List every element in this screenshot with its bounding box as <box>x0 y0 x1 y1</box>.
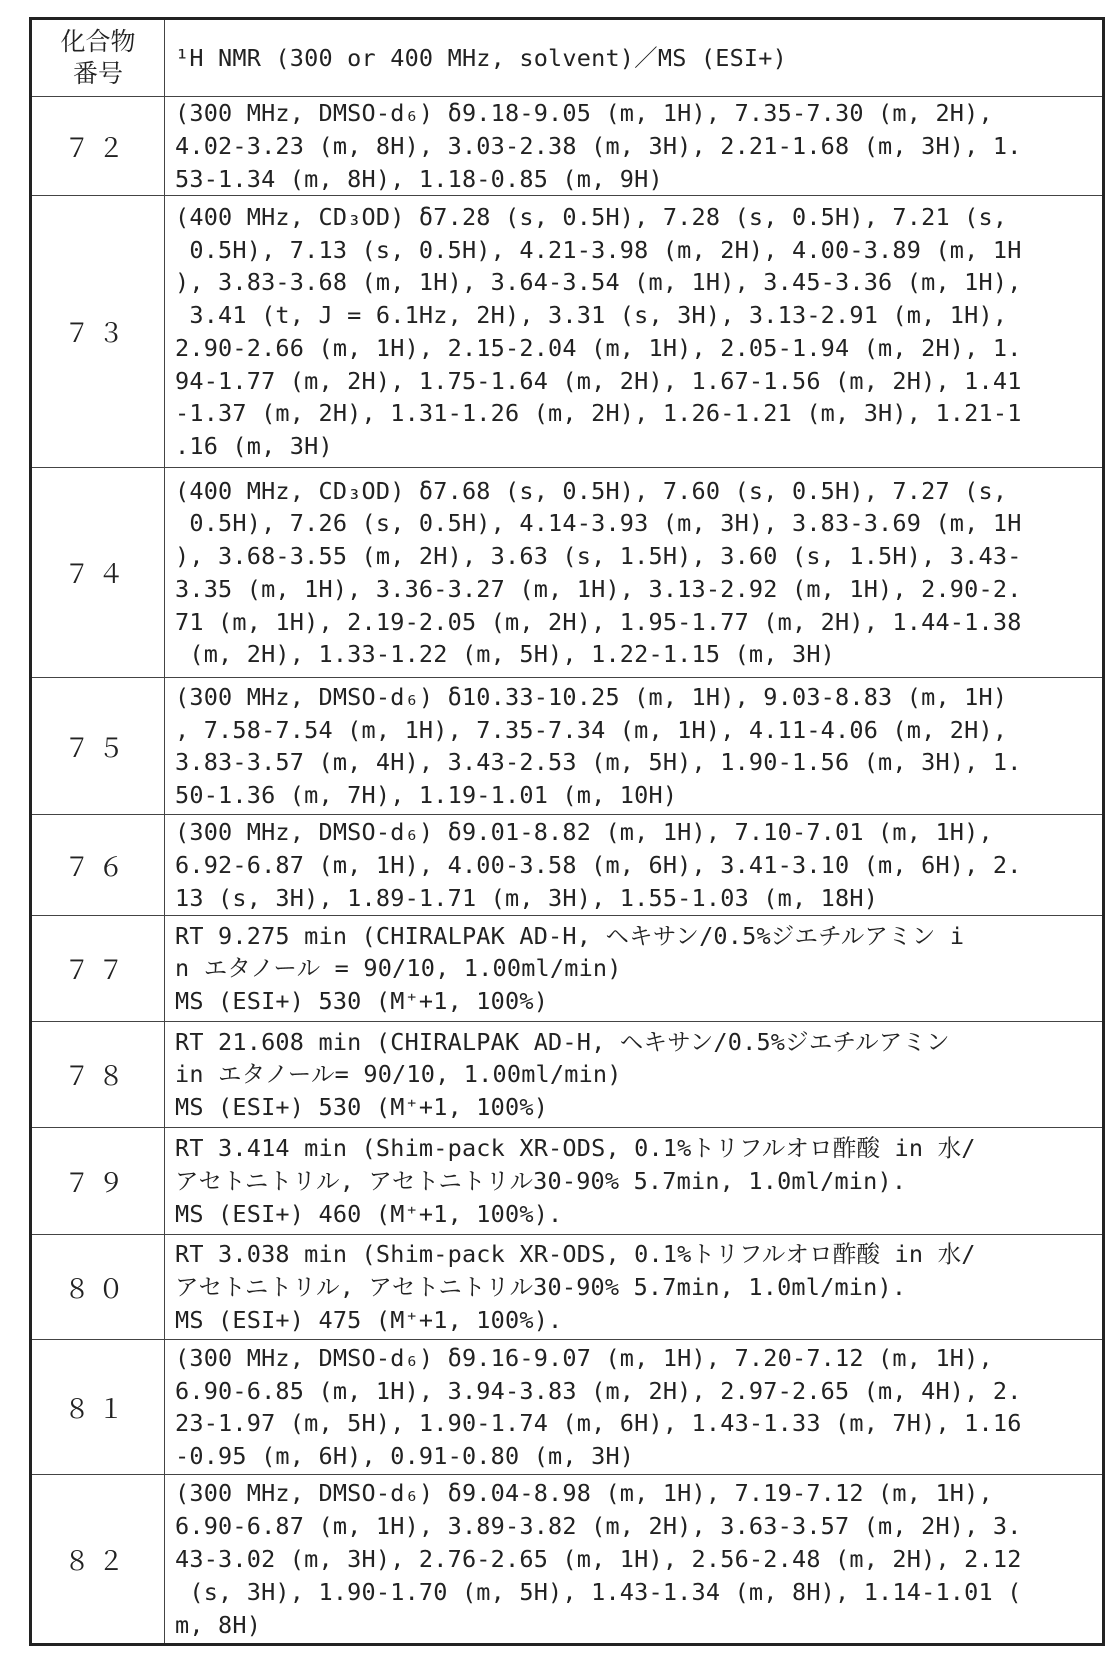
compound-number: ７６ <box>31 815 165 916</box>
data-line: ), 3.68-3.55 (m, 2H), 3.63 (s, 1.5H), 3.60 (s, 1.5H), 3.43- <box>175 540 1098 573</box>
compound-number: ７２ <box>31 97 165 196</box>
compound-number: ８０ <box>31 1235 165 1340</box>
data-line: (300 MHz, DMSO-d₆) δ9.16-9.07 (m, 1H), 7.20-7.12 (m, 1H), <box>175 1342 1098 1375</box>
table-row <box>31 916 1104 1022</box>
table-row <box>31 1475 1104 1645</box>
data-line: 50-1.36 (m, 7H), 1.19-1.01 (m, 10H) <box>175 779 1098 812</box>
data-line: 71 (m, 1H), 2.19-2.05 (m, 2H), 1.95-1.77 (m, 2H), 1.44-1.38 <box>175 606 1098 639</box>
data-line: ), 3.83-3.68 (m, 1H), 3.64-3.54 (m, 1H), 3.45-3.36 (m, 1H), <box>175 266 1098 299</box>
data-line: , 7.58-7.54 (m, 1H), 7.35-7.34 (m, 1H), 4.11-4.06 (m, 2H), <box>175 714 1098 747</box>
compound-number: ８１ <box>31 1340 165 1475</box>
table-row <box>31 97 1104 196</box>
data-line: 3.35 (m, 1H), 3.36-3.27 (m, 1H), 3.13-2.92 (m, 1H), 2.90-2. <box>175 573 1098 606</box>
data-line: (s, 3H), 1.90-1.70 (m, 5H), 1.43-1.34 (m, 8H), 1.14-1.01 ( <box>175 1576 1098 1609</box>
compound-number-header <box>31 19 165 97</box>
table-row <box>31 678 1104 815</box>
table-row <box>31 1235 1104 1340</box>
data-line: 23-1.97 (m, 5H), 1.90-1.74 (m, 6H), 1.43-1.33 (m, 7H), 1.16 <box>175 1407 1098 1440</box>
data-line: 43-3.02 (m, 3H), 2.76-2.65 (m, 1H), 2.56-2.48 (m, 2H), 2.12 <box>175 1543 1098 1576</box>
data-line: 4.02-3.23 (m, 8H), 3.03-2.38 (m, 3H), 2.21-1.68 (m, 3H), 1. <box>175 130 1098 163</box>
header-line: 番号 <box>32 58 164 90</box>
table-row <box>31 1340 1104 1475</box>
nmr-ms-data <box>165 468 1104 678</box>
table-row <box>31 468 1104 678</box>
nmr-ms-data <box>165 1340 1104 1475</box>
data-line: (m, 2H), 1.33-1.22 (m, 5H), 1.22-1.15 (m, 3H) <box>175 638 1098 671</box>
compound-number: ８２ <box>31 1475 165 1645</box>
data-line: -1.37 (m, 2H), 1.31-1.26 (m, 2H), 1.26-1.21 (m, 3H), 1.21-1 <box>175 397 1098 430</box>
data-line: 6.92-6.87 (m, 1H), 4.00-3.58 (m, 6H), 3.41-3.10 (m, 6H), 2. <box>175 849 1098 882</box>
data-line: 2.90-2.66 (m, 1H), 2.15-2.04 (m, 1H), 2.05-1.94 (m, 2H), 1. <box>175 332 1098 365</box>
data-line: MS (ESI+) 460 (M⁺+1, 100%). <box>175 1198 1098 1231</box>
compound-number: ７５ <box>31 678 165 815</box>
data-line: -0.95 (m, 6H), 0.91-0.80 (m, 3H) <box>175 1440 1098 1473</box>
nmr-ms-data <box>165 1475 1104 1645</box>
nmr-data-table <box>29 17 1105 1646</box>
data-line: RT 3.038 min (Shim-pack XR-ODS, 0.1%トリフルオロ酢酸 in 水/ <box>175 1238 1098 1271</box>
data-line: 53-1.34 (m, 8H), 1.18-0.85 (m, 9H) <box>175 163 1098 196</box>
nmr-ms-data <box>165 1235 1104 1340</box>
data-line: RT 9.275 min (CHIRALPAK AD-H, ヘキサン/0.5%ジエチルアミン i <box>175 920 1098 953</box>
data-line: (300 MHz, DMSO-d₆) δ9.18-9.05 (m, 1H), 7.35-7.30 (m, 2H), <box>175 97 1098 130</box>
compound-number: ７８ <box>31 1022 165 1128</box>
data-line: n エタノール = 90/10, 1.00ml/min) <box>175 952 1098 985</box>
data-line: (400 MHz, CD₃OD) δ7.28 (s, 0.5H), 7.28 (s, 0.5H), 7.21 (s, <box>175 201 1098 234</box>
data-line: 0.5H), 7.26 (s, 0.5H), 4.14-3.93 (m, 3H), 3.83-3.69 (m, 1H <box>175 507 1098 540</box>
data-line: MS (ESI+) 530 (M⁺+1, 100%) <box>175 1091 1098 1124</box>
data-line: MS (ESI+) 475 (M⁺+1, 100%). <box>175 1304 1098 1337</box>
header-line: ¹H NMR (300 or 400 MHz, solvent)／MS (ESI+) <box>175 42 1098 75</box>
data-line: (300 MHz, DMSO-d₆) δ9.04-8.98 (m, 1H), 7.19-7.12 (m, 1H), <box>175 1477 1098 1510</box>
nmr-ms-data <box>165 678 1104 815</box>
data-line: アセトニトリル, アセトニトリル30-90% 5.7min, 1.0ml/min). <box>175 1165 1098 1198</box>
compound-number: ７７ <box>31 916 165 1022</box>
nmr-ms-header <box>165 19 1104 97</box>
nmr-ms-data <box>165 1128 1104 1235</box>
data-line: RT 21.608 min (CHIRALPAK AD-H, ヘキサン/0.5%ジエチルアミン <box>175 1026 1098 1059</box>
data-line: MS (ESI+) 530 (M⁺+1, 100%) <box>175 985 1098 1018</box>
data-line: m, 8H) <box>175 1609 1098 1642</box>
data-line: 6.90-6.85 (m, 1H), 3.94-3.83 (m, 2H), 2.97-2.65 (m, 4H), 2. <box>175 1375 1098 1408</box>
nmr-ms-data <box>165 196 1104 468</box>
table-row <box>31 1128 1104 1235</box>
table-row <box>31 196 1104 468</box>
data-line: RT 3.414 min (Shim-pack XR-ODS, 0.1%トリフルオロ酢酸 in 水/ <box>175 1132 1098 1165</box>
data-line: 3.41 (t, J = 6.1Hz, 2H), 3.31 (s, 3H), 3.13-2.91 (m, 1H), <box>175 299 1098 332</box>
data-line: 6.90-6.87 (m, 1H), 3.89-3.82 (m, 2H), 3.63-3.57 (m, 2H), 3. <box>175 1510 1098 1543</box>
table-row <box>31 1022 1104 1128</box>
data-line: 94-1.77 (m, 2H), 1.75-1.64 (m, 2H), 1.67-1.56 (m, 2H), 1.41 <box>175 365 1098 398</box>
data-line: アセトニトリル, アセトニトリル30-90% 5.7min, 1.0ml/min). <box>175 1271 1098 1304</box>
nmr-ms-data <box>165 97 1104 196</box>
header-line: 化合物 <box>32 26 164 58</box>
nmr-ms-data <box>165 916 1104 1022</box>
data-line: (400 MHz, CD₃OD) δ7.68 (s, 0.5H), 7.60 (s, 0.5H), 7.27 (s, <box>175 475 1098 508</box>
data-line: (300 MHz, DMSO-d₆) δ10.33-10.25 (m, 1H), 9.03-8.83 (m, 1H) <box>175 681 1098 714</box>
data-line: 0.5H), 7.13 (s, 0.5H), 4.21-3.98 (m, 2H), 4.00-3.89 (m, 1H <box>175 234 1098 267</box>
nmr-ms-data <box>165 1022 1104 1128</box>
table-header-row <box>31 19 1104 97</box>
table-row <box>31 815 1104 916</box>
data-line: .16 (m, 3H) <box>175 430 1098 463</box>
compound-number: ７９ <box>31 1128 165 1235</box>
compound-number: ７４ <box>31 468 165 678</box>
data-line: (300 MHz, DMSO-d₆) δ9.01-8.82 (m, 1H), 7.10-7.01 (m, 1H), <box>175 816 1098 849</box>
compound-number: ７３ <box>31 196 165 468</box>
data-line: 13 (s, 3H), 1.89-1.71 (m, 3H), 1.55-1.03 (m, 18H) <box>175 882 1098 915</box>
nmr-ms-data <box>165 815 1104 916</box>
data-line: 3.83-3.57 (m, 4H), 3.43-2.53 (m, 5H), 1.90-1.56 (m, 3H), 1. <box>175 746 1098 779</box>
data-line: in エタノール= 90/10, 1.00ml/min) <box>175 1058 1098 1091</box>
